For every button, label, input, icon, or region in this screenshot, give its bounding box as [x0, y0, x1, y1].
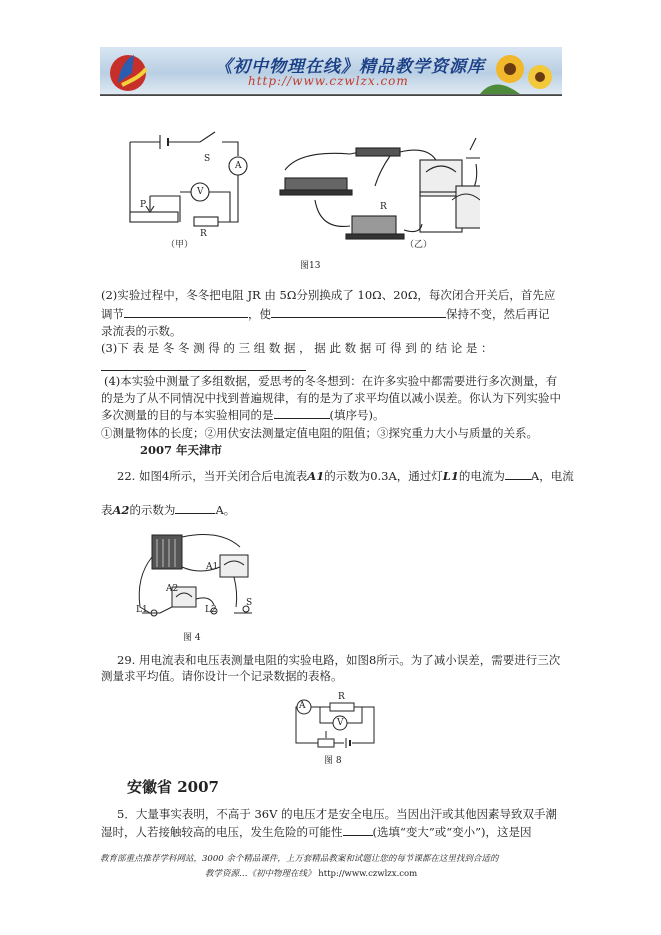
fig4-caption: 图 4 — [183, 633, 201, 643]
q22-blank-1[interactable] — [505, 467, 531, 480]
q5-text-b: (选填“变大”或“变小”)，这是因 — [372, 825, 532, 839]
header-url[interactable]: http://www.czwlzx.com — [248, 74, 409, 88]
fig4-label-a1: A1 — [206, 562, 219, 572]
tianjin-heading: 2007 年天津市 — [140, 443, 223, 457]
q5-blank[interactable] — [343, 823, 373, 836]
footer-brand: 教学资源…《初中物理在线》 — [205, 869, 316, 879]
q4-line3 — [101, 406, 384, 425]
figure-4 — [130, 527, 262, 627]
anhui-heading: 安徽省 2007 — [127, 778, 219, 796]
header-title: 《初中物理在线》精品教学资源库 — [215, 57, 485, 77]
q5-line1: 5．大量事实表明，不高于 36V 的电压才是安全电压。当因出汗或其他因素导致双手潮 — [117, 807, 558, 821]
q4-blank[interactable] — [274, 406, 330, 419]
q3-line1: (3)下 表 是 冬 冬 测 得 的 三 组 数 据 ， 据 此 数 据 可 得 到 的 结 论 是 ： — [101, 341, 493, 355]
fig13-label-left: （甲） — [166, 240, 194, 250]
fig8-label-r: R — [338, 692, 345, 702]
q22-blank-2[interactable] — [175, 501, 215, 514]
q5-line2 — [101, 823, 532, 842]
header-rule — [100, 95, 562, 96]
fig4-label-l1: L1 — [136, 605, 148, 615]
q2-blank-1[interactable] — [124, 305, 248, 318]
q22-line1 — [117, 467, 574, 486]
fig13-label-right: （乙） — [405, 240, 433, 250]
fig13-label-right-r: R — [380, 202, 387, 212]
q22-text-e: 表 — [101, 503, 113, 517]
q22-symbol-l1: L1 — [442, 469, 459, 483]
fig13-label-p: P — [140, 200, 147, 210]
fig4-label-s: S — [246, 598, 253, 608]
q5-text-a: 湿时，人若接触较高的电压，发生危险的可能性 — [101, 825, 343, 839]
q22-text-a: 22. 如图4所示，当开关闭合后电流表 — [117, 469, 308, 483]
footer-url[interactable]: http://www.czwlzx.com — [318, 869, 418, 879]
q22-text-d: A，电流 — [530, 469, 574, 483]
q2-blank-2[interactable] — [271, 305, 446, 318]
q29-line2: 测量求平均值。请你设计一个记录数据的表格。 — [101, 669, 343, 683]
header-banner — [100, 47, 562, 95]
fig4-label-l2: L2 — [205, 605, 217, 615]
q4-text-a: 多次测量的目的与本实验相同的是 — [101, 408, 274, 422]
q22-text-c: 的电流为 — [458, 469, 505, 483]
q2-line3: 录流表的示数。 — [101, 324, 182, 338]
fig4-label-a2: A2 — [166, 584, 179, 594]
fig8-label-a: A — [299, 701, 306, 711]
q22-text-f: 的示数为 — [129, 503, 176, 517]
fig8-caption: 图 8 — [324, 756, 342, 766]
q2-text-c: 保持不变，然后再记 — [446, 307, 550, 321]
fig13-label-r: R — [200, 229, 207, 239]
q3-answer-line[interactable] — [101, 370, 306, 371]
q22-text-b: 的示数为0.3A，通过灯 — [324, 469, 443, 483]
q2-text-a: 调节 — [101, 307, 124, 321]
q4-line1: (4)本实验中测量了多组数据，爱思考的冬冬想到：在许多实验中都需要进行多次测量，有 — [104, 374, 558, 388]
q4-line2: 的是为了从不同情况中找到普遍规律，有的是为了求平均值以减小误差。你认为下列实验中 — [101, 391, 561, 405]
q22-text-g: A。 — [215, 503, 236, 517]
fig13-label-v: V — [197, 187, 204, 197]
q2-line1: (2)实验过程中，冬冬把电阻 JR 由 5Ω分别换成了 10Ω、20Ω，每次闭合开关后，首先应 — [101, 288, 556, 302]
q2-text-b: ，使 — [248, 307, 271, 321]
fig13-caption: 图13 — [300, 261, 321, 271]
fig13-label-a: A — [235, 161, 242, 171]
q22-symbol-a1: A1 — [307, 469, 325, 483]
q29-line1: 29. 用电流表和电压表测量电阻的实验电路，如图8所示。为了减小误差，需要进行三次 — [117, 653, 561, 667]
q22-symbol-a2: A2 — [112, 503, 130, 517]
q4-text-b: (填序号)。 — [329, 408, 385, 422]
footer-line1: 教育部重点推荐学科网站，3000 余个精品课件，上万套精品教案和试题让您的每节课都在这里找到合适的 — [100, 854, 499, 864]
fig8-label-v: V — [337, 718, 344, 728]
q4-line4: ①测量物体的长度；②用伏安法测量定值电阻的阻值；③探究重力大小与质量的关系。 — [101, 426, 538, 440]
q22-line2 — [101, 501, 235, 520]
footer-line2 — [205, 865, 417, 884]
fig13-label-s: S — [204, 154, 211, 164]
